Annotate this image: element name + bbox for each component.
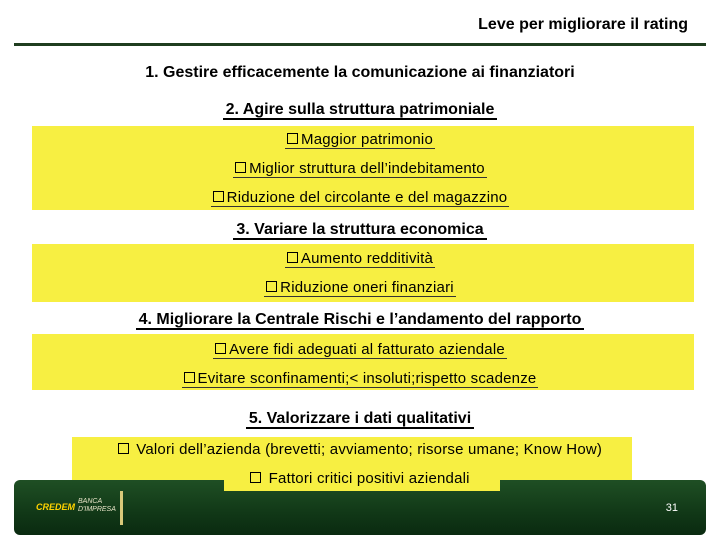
footer-separator xyxy=(120,491,123,525)
section-2-item-text: Riduzione del circolante e del magazzino xyxy=(226,189,508,206)
checkbox-bullet-icon xyxy=(235,162,246,173)
section-2-item xyxy=(0,189,720,206)
checkbox-bullet-icon xyxy=(215,343,226,354)
section-5-item-text: Valori dell’azienda (brevetti; avviamento; risorse umane; Know How) xyxy=(136,441,603,458)
section-1-heading xyxy=(0,64,720,82)
section-5-item-text: Fattori critici positivi aziendali xyxy=(268,470,470,487)
section-2-item xyxy=(0,131,720,148)
section-4-heading-text: 4. Migliorare la Centrale Rischi e l’andamento del rapporto xyxy=(136,311,585,330)
checkbox-bullet-icon xyxy=(266,281,277,292)
section-2-heading-text: 2. Agire sulla struttura patrimoniale xyxy=(223,101,498,120)
logo-sub-line-2: D'IMPRESA xyxy=(78,506,116,513)
section-4-item xyxy=(0,370,720,387)
section-3-heading xyxy=(0,221,720,239)
page-number: 31 xyxy=(665,502,678,514)
slide-title: Leve per migliorare il rating xyxy=(478,16,688,33)
section-5-heading xyxy=(0,410,720,428)
section-2-item xyxy=(0,160,720,177)
section-3-item-text: Riduzione oneri finanziari xyxy=(280,279,454,296)
section-5-item xyxy=(0,441,720,458)
section-4-item xyxy=(0,341,720,358)
section-3-item xyxy=(0,279,720,296)
section-1-heading-text: 1. Gestire efficacemente la comunicazione ai finanziatori xyxy=(145,64,575,81)
credem-logo: CREDEM xyxy=(36,502,76,512)
section-4-heading xyxy=(0,311,720,329)
logo-sub-line-1: BANCA xyxy=(78,498,103,505)
checkbox-bullet-icon xyxy=(287,252,298,263)
section-2-heading xyxy=(0,101,720,119)
checkbox-bullet-icon xyxy=(250,472,261,483)
section-2-item-text: Miglior struttura dell’indebitamento xyxy=(249,160,485,177)
section-3-item xyxy=(0,250,720,267)
section-5-heading-text: 5. Valorizzare i dati qualitativi xyxy=(246,410,474,429)
section-5-item xyxy=(0,470,720,487)
checkbox-bullet-icon xyxy=(184,372,195,383)
section-3-item-text: Aumento redditività xyxy=(300,250,434,267)
section-3-heading-text: 3. Variare la struttura economica xyxy=(233,221,486,240)
title-divider xyxy=(14,43,706,46)
checkbox-bullet-icon xyxy=(213,191,224,202)
section-4-item-text: Evitare sconfinamenti;< insoluti;rispetto scadenze xyxy=(197,370,537,387)
checkbox-bullet-icon xyxy=(118,443,129,454)
banca-impresa-logo xyxy=(78,498,116,514)
section-2-item-text: Maggior patrimonio xyxy=(301,131,433,148)
section-4-item-text: Avere fidi adeguati al fatturato aziendale xyxy=(229,341,505,358)
checkbox-bullet-icon xyxy=(287,133,298,144)
